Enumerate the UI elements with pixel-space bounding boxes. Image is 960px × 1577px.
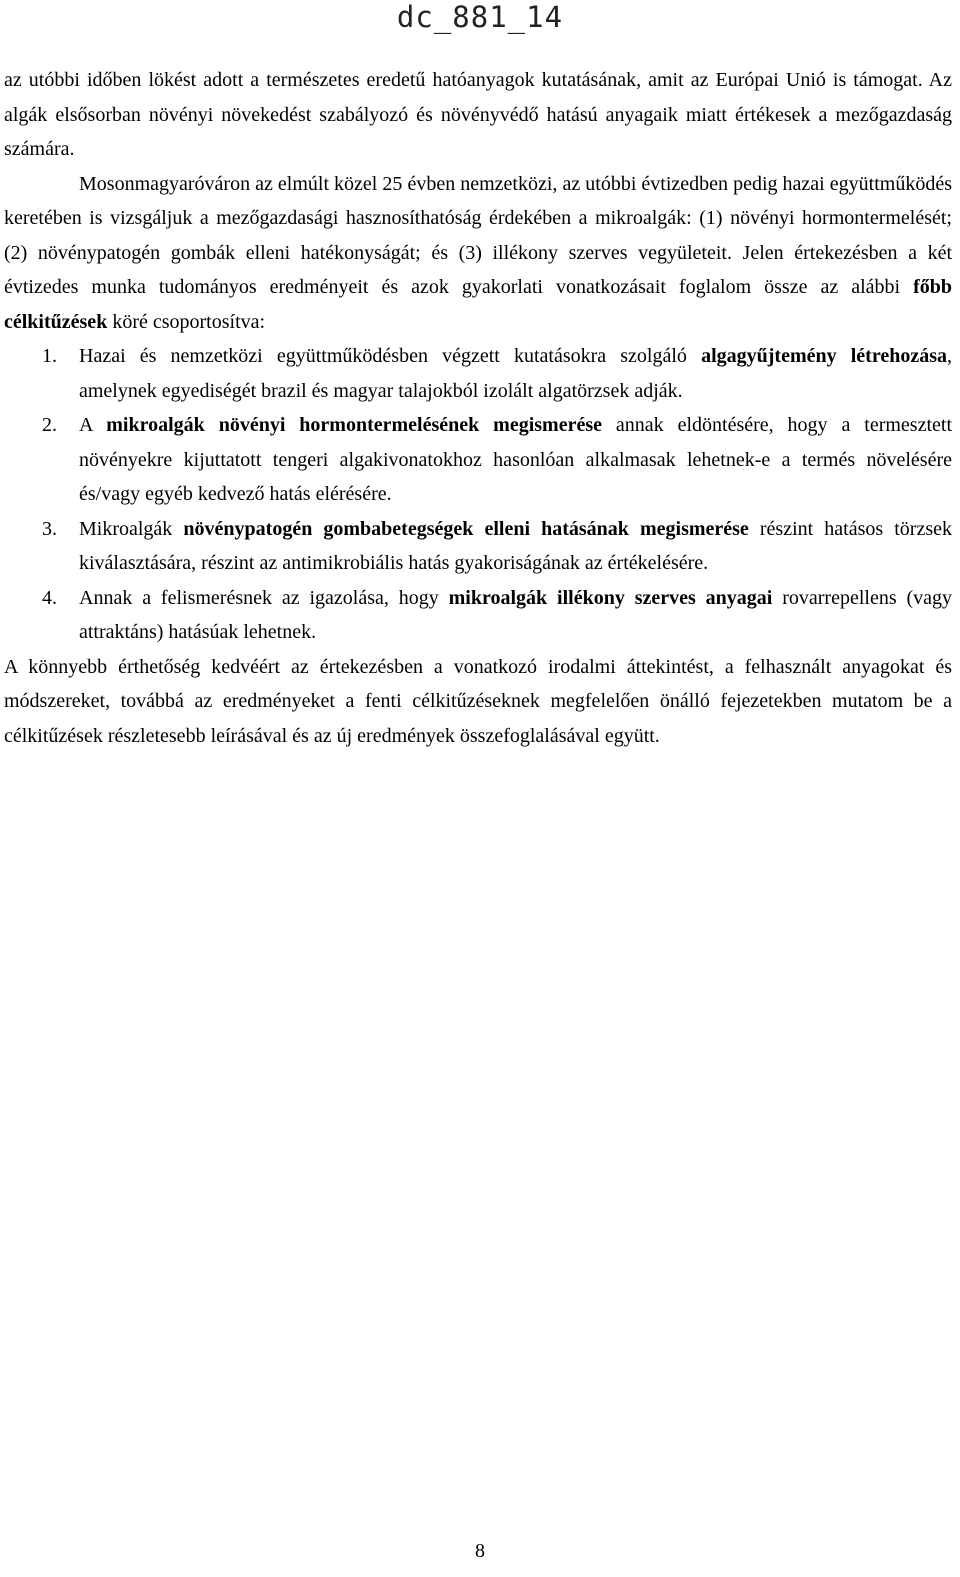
objective-number: 3. xyxy=(42,517,57,540)
objective-text: A xyxy=(79,414,107,436)
objective-bold: növénypatogén gombabetegségek elleni hatásának megismerése xyxy=(183,517,749,540)
objective-item xyxy=(4,408,952,512)
objective-number: 1. xyxy=(42,345,57,367)
paragraph-objectives-intro xyxy=(4,167,952,340)
objective-bold: mikroalgák illékony szerves anyagai xyxy=(448,586,773,609)
paragraph-structure: A könnyebb érthetőség kedvéért az értekezésben a vonatkozó irodalmi áttekintést, a felhasznált anyagokat és módszereket, továbbá az eredményeket a fenti célkitűzéseknek megfelelően önálló fejezetekben mutatom be a célkitűzések részletesebb leírásával és az új eredmények összefoglalásával együtt. xyxy=(4,655,952,747)
objective-bold: algagyűjtemény létrehozása xyxy=(701,345,947,367)
objective-text: Mikroalgák xyxy=(79,517,184,540)
paragraph-text: Mosonmagyaróváron az elmúlt közel 25 évben nemzetközi, az utóbbi évtizedben pedig hazai együttműködés keretében is vizsgáljuk a mezőgazdasági hasznosíthatóság érdekében a mikroalgák: (1) növényi hormontermelését; (2) növénypatogén gombák elleni hatékonyságát; és (3) illékony szerves vegyületeit. Jelen értekezésben a két évtizedes munka tudományos eredményeit és azok gyakorlati vonatkozásait foglalom össze az alábbi xyxy=(4,172,952,298)
page-number: 8 xyxy=(475,1540,485,1562)
page-body xyxy=(4,63,952,753)
objective-text-end: részint hatásos törzsek kiválasztására, részint az antimikrobiális hatás gyakoriságának az értékelésére. xyxy=(79,517,952,574)
objective-item xyxy=(4,512,952,581)
objective-bold: mikroalgák növényi hormontermelésének megismerése xyxy=(106,414,602,436)
objective-number: 2. xyxy=(42,414,57,436)
objectives-list xyxy=(4,339,952,650)
objective-text-end: annak eldöntésére, hogy a termesztett növényekre kijuttatott tengeri algakivonatokhoz hasonlóan alkalmasak lehetnek-e a termés növelésére és/vagy egyéb kedvező hatás elérésére. xyxy=(79,414,952,505)
objective-text-end: rovarrepellens (vagy attraktáns) hatásúak lehetnek. xyxy=(79,586,953,643)
objective-item xyxy=(4,339,952,408)
objective-item xyxy=(4,581,952,650)
paragraph-text-end: köré csoportosítva: xyxy=(107,310,266,333)
bold-phrase: főbb célkitűzések xyxy=(4,276,952,333)
objective-text: Annak a felismerésnek az igazolása, hogy xyxy=(79,586,449,609)
objective-text-end: , amelynek egyediségét brazil és magyar talajokból izolált algatörzsek adják. xyxy=(79,345,952,402)
paragraph-intro: az utóbbi időben lökést adott a természetes eredetű hatóanyagok kutatásának, amit az Európai Unió is támogat. Az algák elsősorban növényi növekedést szabályozó és növényvédő hatású anyagaik miatt értékesek a mezőgazdaság számára. xyxy=(4,69,952,160)
document-id-header: dc_881_14 xyxy=(396,0,564,34)
objective-number: 4. xyxy=(42,586,57,609)
objective-text: Hazai és nemzetközi együttműködésben végzett kutatásokra szolgáló xyxy=(79,345,702,367)
